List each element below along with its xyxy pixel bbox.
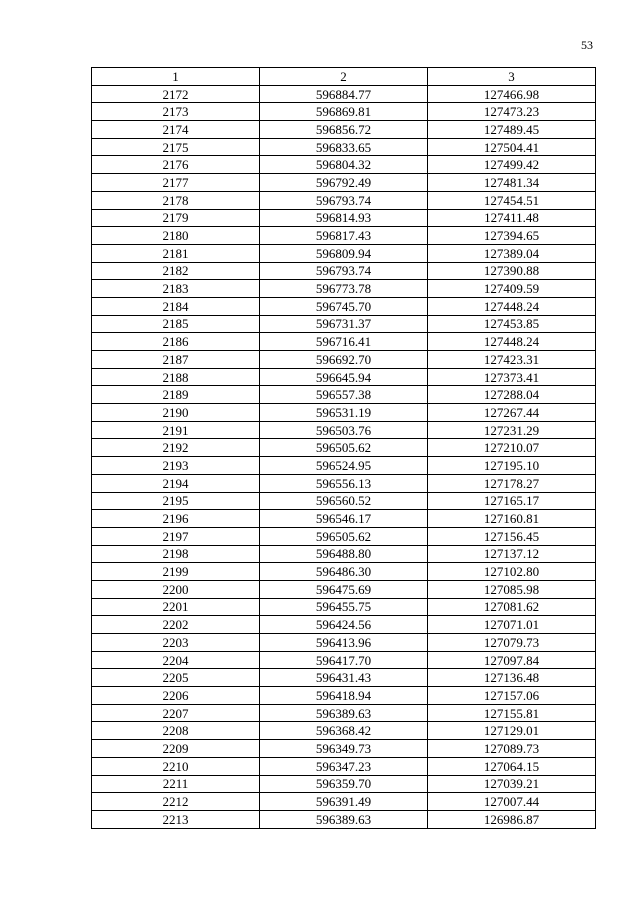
table-cell-col-3: 127097.84 xyxy=(428,651,596,669)
table-cell-col-3: 127423.31 xyxy=(428,351,596,369)
table-cell-col-3: 127136.48 xyxy=(428,669,596,687)
table-cell-col-1: 2184 xyxy=(92,297,260,315)
table-cell-col-2: 596817.43 xyxy=(260,227,428,245)
table-cell-col-2: 596745.70 xyxy=(260,297,428,315)
table-cell-col-2: 596773.78 xyxy=(260,280,428,298)
table-cell-col-3: 127195.10 xyxy=(428,457,596,475)
table-cell-col-3: 126986.87 xyxy=(428,810,596,828)
table-cell-col-2: 596424.56 xyxy=(260,616,428,634)
table-row xyxy=(92,262,596,280)
table-cell-col-2: 596856.72 xyxy=(260,121,428,139)
table-cell-col-1: 2199 xyxy=(92,563,260,581)
table-cell-col-3: 127178.27 xyxy=(428,474,596,492)
table-cell-col-3: 127155.81 xyxy=(428,704,596,722)
table-cell-col-3: 127231.29 xyxy=(428,421,596,439)
table-cell-col-3: 127007.44 xyxy=(428,793,596,811)
table-row xyxy=(92,280,596,298)
table-cell-col-2: 596869.81 xyxy=(260,103,428,121)
table-cell-col-2: 596557.38 xyxy=(260,386,428,404)
table-cell-col-1: 2185 xyxy=(92,315,260,333)
table-row xyxy=(92,209,596,227)
table-row xyxy=(92,793,596,811)
table-cell-col-1: 2183 xyxy=(92,280,260,298)
column-header-3: 3 xyxy=(428,68,596,86)
table-cell-col-3: 127039.21 xyxy=(428,775,596,793)
table-cell-col-1: 2196 xyxy=(92,510,260,528)
table-cell-col-2: 596804.32 xyxy=(260,156,428,174)
table-row xyxy=(92,492,596,510)
table-row xyxy=(92,510,596,528)
table-cell-col-1: 2182 xyxy=(92,262,260,280)
table-cell-col-3: 127454.51 xyxy=(428,191,596,209)
table-cell-col-1: 2180 xyxy=(92,227,260,245)
table-cell-col-1: 2195 xyxy=(92,492,260,510)
table-row xyxy=(92,527,596,545)
table-cell-col-2: 596503.76 xyxy=(260,421,428,439)
table-row xyxy=(92,404,596,422)
table-cell-col-1: 2209 xyxy=(92,740,260,758)
table-cell-col-1: 2172 xyxy=(92,85,260,103)
table-cell-col-3: 127394.65 xyxy=(428,227,596,245)
table-cell-col-3: 127373.41 xyxy=(428,368,596,386)
table-cell-col-3: 127156.45 xyxy=(428,527,596,545)
table-cell-col-1: 2189 xyxy=(92,386,260,404)
table-row xyxy=(92,138,596,156)
table-cell-col-3: 127137.12 xyxy=(428,545,596,563)
table-row xyxy=(92,704,596,722)
table-cell-col-2: 596809.94 xyxy=(260,244,428,262)
table-cell-col-3: 127157.06 xyxy=(428,687,596,705)
table-cell-col-1: 2174 xyxy=(92,121,260,139)
table-cell-col-1: 2187 xyxy=(92,351,260,369)
table-header-row xyxy=(92,68,596,86)
table-cell-col-2: 596431.43 xyxy=(260,669,428,687)
table-row xyxy=(92,103,596,121)
table-cell-col-3: 127466.98 xyxy=(428,85,596,103)
table-cell-col-1: 2181 xyxy=(92,244,260,262)
table-cell-col-3: 127129.01 xyxy=(428,722,596,740)
table-cell-col-3: 127081.62 xyxy=(428,598,596,616)
table-row xyxy=(92,457,596,475)
table-cell-col-3: 127389.04 xyxy=(428,244,596,262)
table-cell-col-3: 127071.01 xyxy=(428,616,596,634)
table-cell-col-3: 127089.73 xyxy=(428,740,596,758)
table-cell-col-2: 596368.42 xyxy=(260,722,428,740)
table-row xyxy=(92,722,596,740)
table-cell-col-2: 596413.96 xyxy=(260,634,428,652)
table-row xyxy=(92,421,596,439)
table-row xyxy=(92,315,596,333)
table-row xyxy=(92,121,596,139)
table-row xyxy=(92,651,596,669)
table-row xyxy=(92,775,596,793)
table-cell-col-3: 127064.15 xyxy=(428,757,596,775)
table-row xyxy=(92,740,596,758)
table-cell-col-2: 596389.63 xyxy=(260,810,428,828)
table-cell-col-2: 596793.74 xyxy=(260,262,428,280)
table-row xyxy=(92,191,596,209)
table-cell-col-3: 127448.24 xyxy=(428,297,596,315)
table-cell-col-1: 2177 xyxy=(92,174,260,192)
table-cell-col-1: 2208 xyxy=(92,722,260,740)
table-cell-col-1: 2205 xyxy=(92,669,260,687)
table-cell-col-3: 127473.23 xyxy=(428,103,596,121)
table-cell-col-3: 127267.44 xyxy=(428,404,596,422)
table-cell-col-1: 2211 xyxy=(92,775,260,793)
table-cell-col-1: 2190 xyxy=(92,404,260,422)
table-cell-col-2: 596475.69 xyxy=(260,580,428,598)
table-row xyxy=(92,598,596,616)
table-row xyxy=(92,297,596,315)
table-cell-col-1: 2204 xyxy=(92,651,260,669)
table-cell-col-2: 596546.17 xyxy=(260,510,428,528)
table-cell-col-1: 2179 xyxy=(92,209,260,227)
table-row xyxy=(92,810,596,828)
table-cell-col-2: 596488.80 xyxy=(260,545,428,563)
table-cell-col-2: 596556.13 xyxy=(260,474,428,492)
table-cell-col-3: 127085.98 xyxy=(428,580,596,598)
table-cell-col-1: 2200 xyxy=(92,580,260,598)
table-cell-col-2: 596884.77 xyxy=(260,85,428,103)
table-cell-col-2: 596418.94 xyxy=(260,687,428,705)
table-row xyxy=(92,227,596,245)
table-cell-col-2: 596349.73 xyxy=(260,740,428,758)
table-cell-col-2: 596505.62 xyxy=(260,527,428,545)
table-cell-col-2: 596505.62 xyxy=(260,439,428,457)
column-header-1: 1 xyxy=(92,68,260,86)
table-cell-col-2: 596645.94 xyxy=(260,368,428,386)
table-cell-col-1: 2178 xyxy=(92,191,260,209)
table-cell-col-3: 127489.45 xyxy=(428,121,596,139)
table-row xyxy=(92,85,596,103)
table-cell-col-1: 2192 xyxy=(92,439,260,457)
table-row xyxy=(92,156,596,174)
table-cell-col-2: 596814.93 xyxy=(260,209,428,227)
coordinates-table xyxy=(91,67,596,829)
table-cell-col-3: 127411.48 xyxy=(428,209,596,227)
table-cell-col-2: 596455.75 xyxy=(260,598,428,616)
table-cell-col-1: 2186 xyxy=(92,333,260,351)
table-cell-col-3: 127165.17 xyxy=(428,492,596,510)
table-cell-col-3: 127481.34 xyxy=(428,174,596,192)
table-cell-col-1: 2202 xyxy=(92,616,260,634)
table-cell-col-3: 127504.41 xyxy=(428,138,596,156)
table-cell-col-2: 596692.70 xyxy=(260,351,428,369)
table-row xyxy=(92,669,596,687)
table-cell-col-3: 127079.73 xyxy=(428,634,596,652)
table-cell-col-3: 127448.24 xyxy=(428,333,596,351)
table-cell-col-1: 2207 xyxy=(92,704,260,722)
column-header-2: 2 xyxy=(260,68,428,86)
table-cell-col-1: 2198 xyxy=(92,545,260,563)
table-cell-col-3: 127499.42 xyxy=(428,156,596,174)
table-cell-col-3: 127102.80 xyxy=(428,563,596,581)
page-number: 53 xyxy=(581,38,593,52)
table-cell-col-2: 596833.65 xyxy=(260,138,428,156)
table-cell-col-2: 596792.49 xyxy=(260,174,428,192)
table-row xyxy=(92,351,596,369)
table-cell-col-3: 127288.04 xyxy=(428,386,596,404)
table-cell-col-3: 127390.88 xyxy=(428,262,596,280)
table-cell-col-3: 127453.85 xyxy=(428,315,596,333)
table-row xyxy=(92,333,596,351)
table-cell-col-1: 2203 xyxy=(92,634,260,652)
table-cell-col-2: 596531.19 xyxy=(260,404,428,422)
table-cell-col-2: 596716.41 xyxy=(260,333,428,351)
table-cell-col-1: 2191 xyxy=(92,421,260,439)
table-cell-col-2: 596359.70 xyxy=(260,775,428,793)
table-row xyxy=(92,580,596,598)
table-body xyxy=(92,85,596,828)
table-cell-col-1: 2197 xyxy=(92,527,260,545)
table-row xyxy=(92,687,596,705)
table-cell-col-1: 2175 xyxy=(92,138,260,156)
table-row xyxy=(92,244,596,262)
table-cell-col-2: 596560.52 xyxy=(260,492,428,510)
table-cell-col-2: 596389.63 xyxy=(260,704,428,722)
table-row xyxy=(92,386,596,404)
table-cell-col-1: 2206 xyxy=(92,687,260,705)
table-row xyxy=(92,439,596,457)
table-cell-col-1: 2176 xyxy=(92,156,260,174)
table-cell-col-3: 127409.59 xyxy=(428,280,596,298)
table-cell-col-1: 2193 xyxy=(92,457,260,475)
table-cell-col-2: 596391.49 xyxy=(260,793,428,811)
table-cell-col-2: 596486.30 xyxy=(260,563,428,581)
table-cell-col-3: 127210.07 xyxy=(428,439,596,457)
table-cell-col-2: 596731.37 xyxy=(260,315,428,333)
table-cell-col-1: 2210 xyxy=(92,757,260,775)
table-cell-col-1: 2212 xyxy=(92,793,260,811)
table-cell-col-2: 596347.23 xyxy=(260,757,428,775)
table-row xyxy=(92,634,596,652)
table-cell-col-1: 2213 xyxy=(92,810,260,828)
table-row xyxy=(92,757,596,775)
table-cell-col-2: 596793.74 xyxy=(260,191,428,209)
table-cell-col-1: 2188 xyxy=(92,368,260,386)
table-row xyxy=(92,563,596,581)
table-row xyxy=(92,368,596,386)
table-cell-col-2: 596524.95 xyxy=(260,457,428,475)
table-cell-col-1: 2194 xyxy=(92,474,260,492)
table-cell-col-3: 127160.81 xyxy=(428,510,596,528)
table-row xyxy=(92,174,596,192)
table-row xyxy=(92,474,596,492)
table-cell-col-2: 596417.70 xyxy=(260,651,428,669)
table-cell-col-1: 2201 xyxy=(92,598,260,616)
table-row xyxy=(92,545,596,563)
table-cell-col-1: 2173 xyxy=(92,103,260,121)
table-row xyxy=(92,616,596,634)
